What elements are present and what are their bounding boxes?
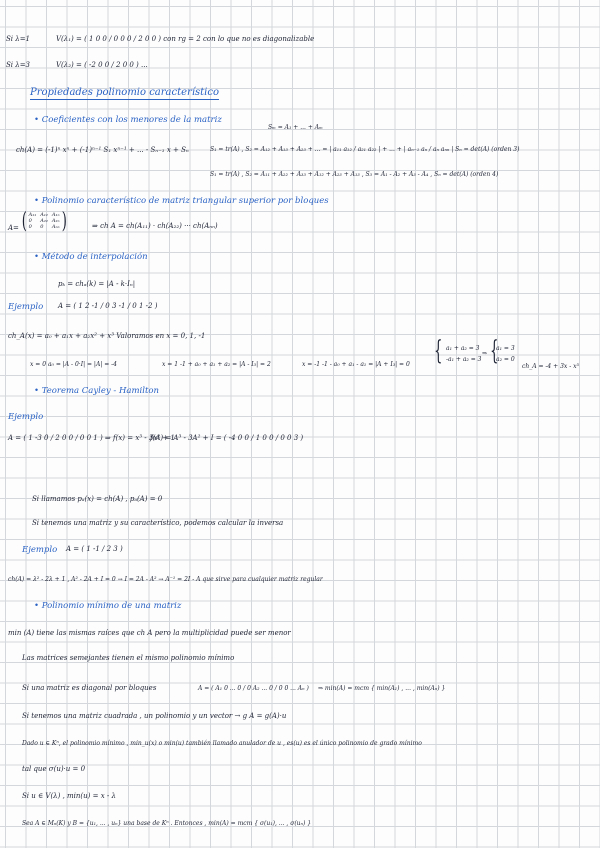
label-a: A= [8,224,19,232]
system-result-brace: { [490,336,499,366]
example-label-2: Ejemplo [8,412,44,422]
line-eigenspace-3: V(λ₂) = ( -2 0 0 / 2 0 0 ) ... [56,61,148,69]
example-matrix-1: A = ( 1 2 -1 / 0 3 -1 / 0 1 -2 ) [58,302,158,310]
eval-x1: x = 1 -1 + a₀ + a₁ + a₂ = |A - I₃| = 2 [162,361,271,368]
char-poly-formula: ch(A) = (-1)ⁿ xⁿ + (-1)ⁿ⁻¹ S₁ xⁿ⁻¹ + ... - Sₙ₋₁ x + Sₙ [16,146,189,154]
cha-expansion: ch_A(x) = a₀ + a₁x + a₂x² + x³ Valoramos en x = 0, 1, -1 [8,332,206,340]
eval-x0: x = 0 a₀ = |A - 0·I| = |A| = -4 [30,361,117,368]
block-matrix: ( A₁₁ A₁₂ A₁ₙ 0 A₂₂ A₂ₙ 0 0 Aₙₙ ) [21,209,67,234]
block-diagonal-matrix: A = ( A₁ 0 ... 0 / 0 A₂ ... 0 / 0 0 ... Aₙ ) [198,685,309,692]
line-basis-lcm: Sea A ∈ Mₙ(K) y B = {u₁, ... , uₙ} una base de Kⁿ . Entonces , min(A) = mcm { σ(u₁), ... , σ(uₙ) } [22,820,312,827]
coefficient-order-3: S₁ = tr(A) , S₂ = A₁₂ + A₁₃ + A₂₃ + ... = | a₁₁ a₁₂ / a₂₁ a₂₂ | + ... + | aₙ₋₁ aₙ / aₙ aₙₙ | Sₙ = det(A) (orden 3) [210,146,520,153]
example-2-matrix: A = ( 1 -3 0 / 2 0 0 / 0 0 1 ) ⇒ f(x) = x³ - 3x² + 1 [8,434,175,442]
line-vector-minimal: Dado u ∈ Kⁿ, el polinomio mínimo , min_u(x) o min(u) también llamado anulador de u , es(u) es el único polinomio de grado mínimo [22,740,422,747]
line-eigenspace-1: V(λ₁) = ( 1 0 0 / 0 0 0 / 2 0 0 ) con rg = 2 con lo que no es diagonalizable [56,35,315,43]
line-eigenvector-min: Si u ∈ V(λ) , min(u) = x - λ [22,792,116,800]
line-lambda-3: Si λ=3 [6,61,31,69]
line-lambda-1: Si λ=1 [6,35,31,43]
example-label-1: Ejemplo [8,302,44,312]
section-title: Propiedades polinomio característico [30,87,219,98]
system-eq-1: a₁ + a₂ = 3 [446,345,480,352]
line-such-that: tal que σ(u)·u = 0 [22,765,86,773]
system-arrow: ⇒ [482,350,488,357]
cha-result: ch_A = -4 + 3x - x³ [522,363,579,370]
line-polynomial-vector: Si tenemos una matriz cuadrada , un polinomio y un vector → g A = g(A)·u [22,712,287,720]
system-result-1: a₁ = 3 [496,345,515,352]
block-char-result: ⇒ ch A = ch(A₁₁) · ch(A₂₂) ··· ch(Aₙₙ) [92,222,218,230]
bullet-cayley-hamilton: • Teorema Cayley - Hamilton [34,386,159,396]
sum-note: Sₘ = A₁ + ... + Aₘ [268,124,323,131]
block-diagonal-result: ⇒ min(A) = mcm { min(A₁) , ... , min(Aₙ) } [318,685,446,692]
line-inverse: Si tenemos una matriz y su característico, podemos calcular la inversa [32,519,284,527]
system-brace: { [434,336,443,366]
system-result-2: a₂ = 0 [496,356,515,363]
line-inverse-example: ch(A) = λ² - 2λ + 1 , A² - 2A + I = 0 → I = 2A - A² → A⁻¹ = 2I - A que sirve para cualquier matriz regular [8,576,323,583]
line-block-diagonal: Si una matriz es diagonal por bloques [22,684,157,692]
line-min-roots: min (A) tiene las mismas raíces que ch A pero la multiplicidad puede ser menor [8,629,291,637]
eval-xm1: x = -1 -1 - a₀ + a₁ - a₁ = |A + I₃| = 0 [302,361,410,368]
example-label-3: Ejemplo [22,545,58,555]
line-call-pa: Si llamamos pₐ(x) = ch(A) , pₐ(A) = 0 [32,495,163,503]
bullet-coefficients: • Coeficientes con los menores de la matriz [34,115,222,125]
example-2-result: f(A) = A³ - 3A² + I = ( -4 0 0 / 1 0 0 / 0 0 3 ) [150,434,304,442]
bullet-block-triangular: • Polinomio característico de matriz triangular superior por bloques [34,196,329,206]
example-3-matrix: A = ( 1 -1 / 2 3 ) [66,545,123,553]
bullet-interpolation: • Método de interpolación [34,252,148,262]
coefficient-order-4: S₁ = tr(A) , S₂ = A₁₁ + A₂₂ + A₃₃ + A₁₂ + A₂₃ + A₁₃ , S₃ = A₁ - A₂ + A₃ - A₄ , Sₙ = det(A) (orden 4) [210,171,499,178]
bullet-minimal-poly: • Polinomio mínimo de una matriz [34,601,182,611]
line-similar-matrices: Las matrices semejantes tienen el mismo polinomio mínimo [22,654,235,662]
pk-formula: pₖ = chₐ(k) = |A - k·Iₙ| [58,280,136,288]
system-eq-2: -a₁ + a₂ = 3 [446,356,482,363]
